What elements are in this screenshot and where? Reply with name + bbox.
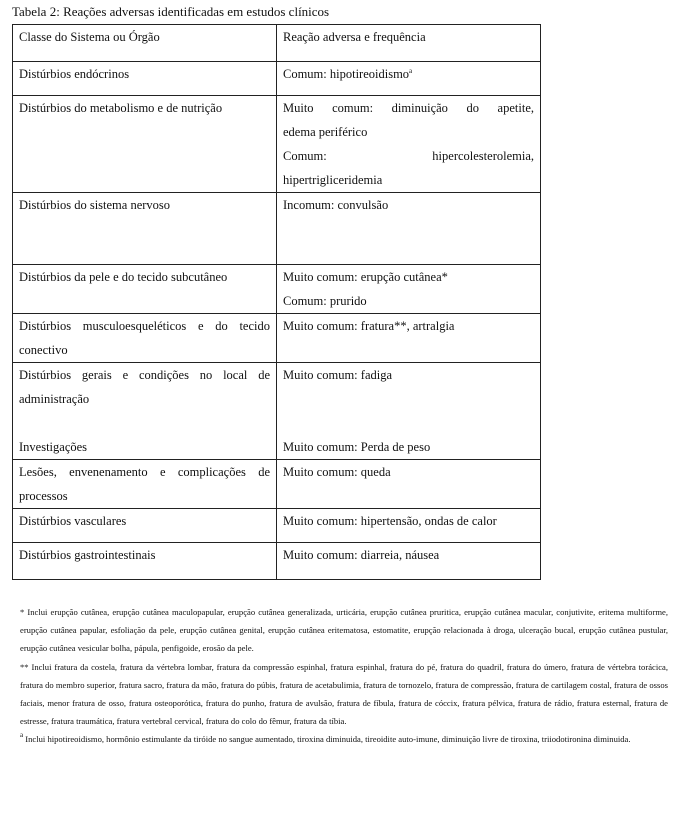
table-header-row (13, 25, 541, 62)
table-row (13, 96, 541, 193)
reaction-cell: Muito comum: queda (277, 460, 541, 509)
reaction-cell: Muito comum: erupção cutânea* Comum: prurido (277, 265, 541, 314)
reaction-cell: Muito comum: fadiga Muito comum: Perda de peso (277, 363, 541, 460)
reaction-weight-loss: Muito comum: Perda de peso (283, 440, 431, 454)
reaction-cell: Muito comum: fratura**, artralgia (277, 314, 541, 363)
footnote-mark-a: a (409, 67, 413, 75)
reaction-cell: Incomum: convulsão (277, 193, 541, 265)
table-row (13, 314, 541, 363)
table-row (13, 543, 541, 580)
soc-cell: Distúrbios do sistema nervoso (13, 193, 277, 265)
soc-cell: Distúrbios gerais e condições no local de administração Investigações (13, 363, 277, 460)
reaction-cell: Comum: hipotireoidismo$^a$ (277, 62, 541, 96)
soc-cell: Distúrbios musculoesqueléticos e do tecido conectivo (13, 314, 277, 363)
footnote-a: $^a$ Inclui hipotireoidismo, hormônio estimulante da tiróide no sangue aumentado, tiroxina diminuida, tireoidite auto-imune, diminuição livre de tiroxina, triiodotironina diminuida. (20, 731, 631, 745)
soc-cell: Distúrbios gastrointestinais (13, 543, 277, 580)
soc-cell: Distúrbios vasculares (13, 509, 277, 543)
table-row (13, 363, 541, 460)
reaction-cell: Muito comum: diminuição do apetite, edema periférico Comum: hipercolesterolemia, hipertrigliceridemia (277, 96, 541, 193)
soc-cell: Lesões, envenenamento e complicações de processos (13, 460, 277, 509)
footnote-a-mark: a (20, 731, 24, 740)
header-cell-reaction: Reação adversa e frequência (277, 25, 541, 62)
table-row (13, 193, 541, 265)
footnotes (20, 603, 668, 749)
soc-cell: Distúrbios da pele e do tecido subcutâneo (13, 265, 277, 314)
reaction-cell: Muito comum: diarreia, náusea (277, 543, 541, 580)
soc-cell: Distúrbios do metabolismo e de nutrição (13, 96, 277, 193)
footnote-star: * Inclui erupção cutânea, erupção cutânea maculopapular, erupção cutânea generalizada, urticária, erupção cutânea pruritica, erupção cutânea macular, conjutivite, eritema multiforme, erupção cutânea papular, esfoliação da pele, erupção cutânea genital, erupção cutânea eritematosa, estomatite, erupção relacionada à droga, ulceração bucal, erupção cutânea pustular, erupção cutânea vesicular bolha, pápula, penfigoide, erosão da pele. (20, 607, 668, 654)
table-row (13, 460, 541, 509)
table-row (13, 509, 541, 543)
header-cell-soc: Classe do Sistema ou Órgão (13, 25, 277, 62)
table-row (13, 62, 541, 96)
soc-investigations: Investigações (19, 440, 88, 454)
adverse-reactions-table (12, 24, 541, 580)
soc-cell: Distúrbios endócrinos (13, 62, 277, 96)
table-row (13, 265, 541, 314)
reaction-cell: Muito comum: hipertensão, ondas de calor (277, 509, 541, 543)
table-caption: Tabela 2: Reações adversas identificadas em estudos clínicos (12, 4, 330, 19)
footnote-double-star: ** Inclui fratura da costela, fratura da vértebra lombar, fratura da compressão espinhal, fratura espinhal, fratura do pé, fratura do quadril, fratura do úmero, fratura de vértebra torácica, fratura do membro superior, fratura sacro, fratura da mão, fratura do púbis, fratura de acetabulimia, fratura de tornozelo, fratura de compressão, fratura de cartilagem costal, fratura de ossos faciais, menor fratura de osso, fratura osteoporótica, fratura do punho, fratura de avulsão, fratura de fíbula, fratura de cóccix, fratura pélvica, fratura de rádio, fratura esternal, fratura de estresse, fratura traumática, fratura vertebral cervical, fratura do colo do fêmur, fratura da tíbia. (20, 661, 668, 727)
